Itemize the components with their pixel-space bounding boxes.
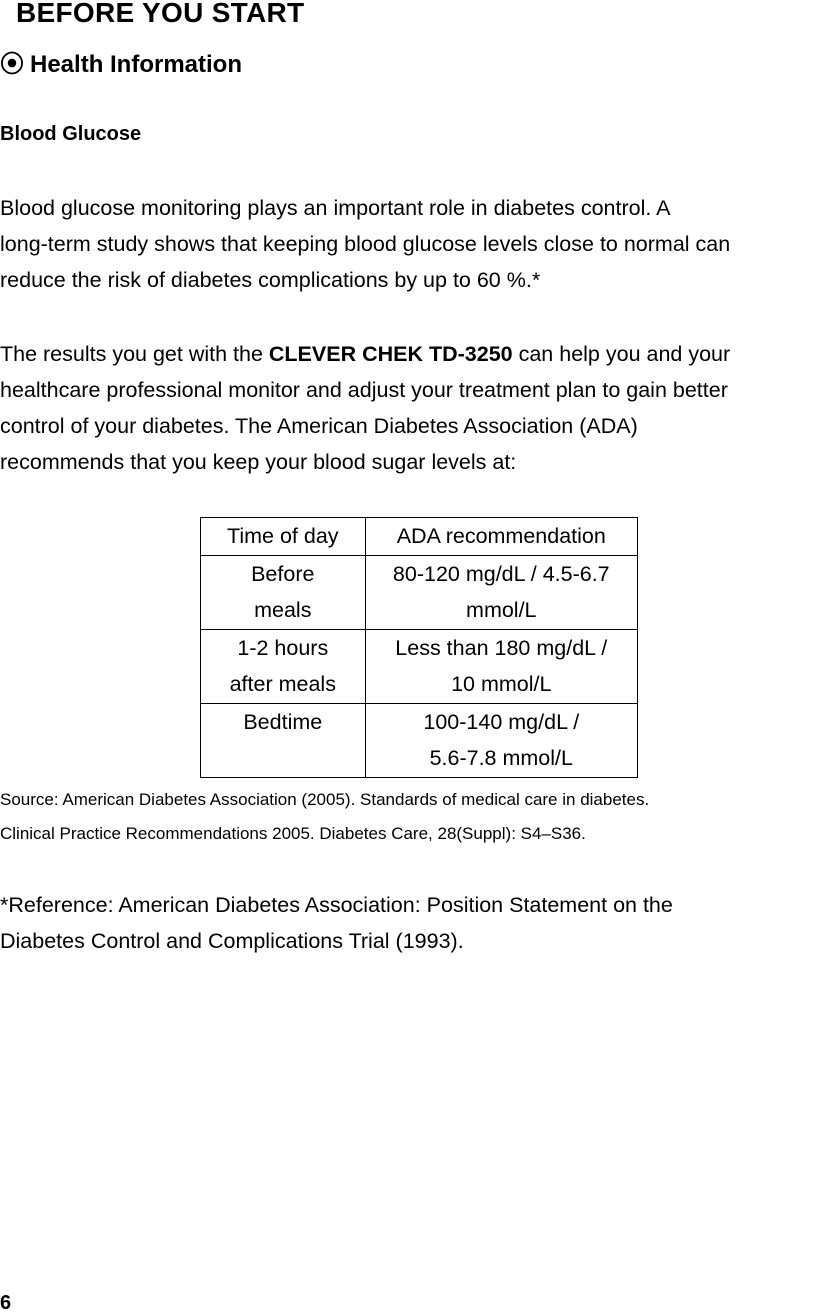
cell-line: Less than 180 mg/dL / xyxy=(395,636,608,660)
reference-line: Diabetes Control and Complications Trial (1993). xyxy=(0,929,464,953)
table-row xyxy=(201,704,638,778)
recommendation-cell xyxy=(365,704,637,778)
paragraph-line: Blood glucose monitoring plays an important role in diabetes control. A xyxy=(0,196,671,220)
cell-line: 100-140 mg/dL / xyxy=(423,710,580,734)
section-title xyxy=(0,44,242,79)
recommendation-cell xyxy=(365,556,637,630)
section-title-text: Health Information xyxy=(30,51,243,78)
target-bullet-icon: ⦿ xyxy=(0,51,24,78)
line-prefix: The results you get with the xyxy=(0,342,269,366)
cell-line: after meals xyxy=(229,672,336,696)
table-row xyxy=(201,630,638,704)
table-header-row xyxy=(201,518,638,556)
cell-line: mmol/L xyxy=(466,598,537,622)
cell-line: meals xyxy=(254,598,312,622)
cell-line: 1-2 hours xyxy=(237,636,329,660)
paragraph-line: recommends that you keep your blood sugar levels at: xyxy=(0,450,517,474)
cell-line: 5.6-7.8 mmol/L xyxy=(429,746,573,770)
header-time-of-day: Time of day xyxy=(201,518,366,556)
paragraph-line: reduce the risk of diabetes complications by up to 60 %.* xyxy=(0,268,541,292)
table-row xyxy=(201,556,638,630)
source-line: Source: American Diabetes Association (2005). Standards of medical care in diabetes. xyxy=(0,790,650,809)
line-suffix: can help you and your xyxy=(512,342,731,366)
recommendation-cell xyxy=(365,630,637,704)
source-line: Clinical Practice Recommendations 2005. Diabetes Care, 28(Suppl): S4–S36. xyxy=(0,824,586,843)
time-cell xyxy=(201,704,366,778)
header-ada-recommendation: ADA recommendation xyxy=(365,518,637,556)
ada-recommendation-table xyxy=(200,517,638,778)
paragraph-line xyxy=(0,336,824,372)
intro-paragraph xyxy=(0,190,824,298)
subheading-blood-glucose: Blood Glucose xyxy=(0,123,142,145)
results-paragraph xyxy=(0,336,824,480)
page-header: BEFORE YOU START xyxy=(16,0,305,28)
reference-line: *Reference: American Diabetes Association: Position Statement on the xyxy=(0,893,673,917)
time-cell xyxy=(201,630,366,704)
paragraph-line: control of your diabetes. The American Diabetes Association (ADA) xyxy=(0,414,638,438)
cell-line: Before xyxy=(251,562,315,586)
cell-line: Bedtime xyxy=(243,710,323,734)
paragraph-line: long-term study shows that keeping blood glucose levels close to normal can xyxy=(0,232,731,256)
source-citation xyxy=(0,783,649,851)
page-number: 6 xyxy=(0,1292,12,1314)
paragraph-line: healthcare professional monitor and adjust your treatment plan to gain better xyxy=(0,378,728,402)
reference-note xyxy=(0,887,673,959)
product-name: CLEVER CHEK TD-3250 xyxy=(268,342,513,366)
cell-line: 10 mmol/L xyxy=(451,672,552,696)
cell-line: 80-120 mg/dL / 4.5-6.7 xyxy=(392,562,610,586)
time-cell xyxy=(201,556,366,630)
